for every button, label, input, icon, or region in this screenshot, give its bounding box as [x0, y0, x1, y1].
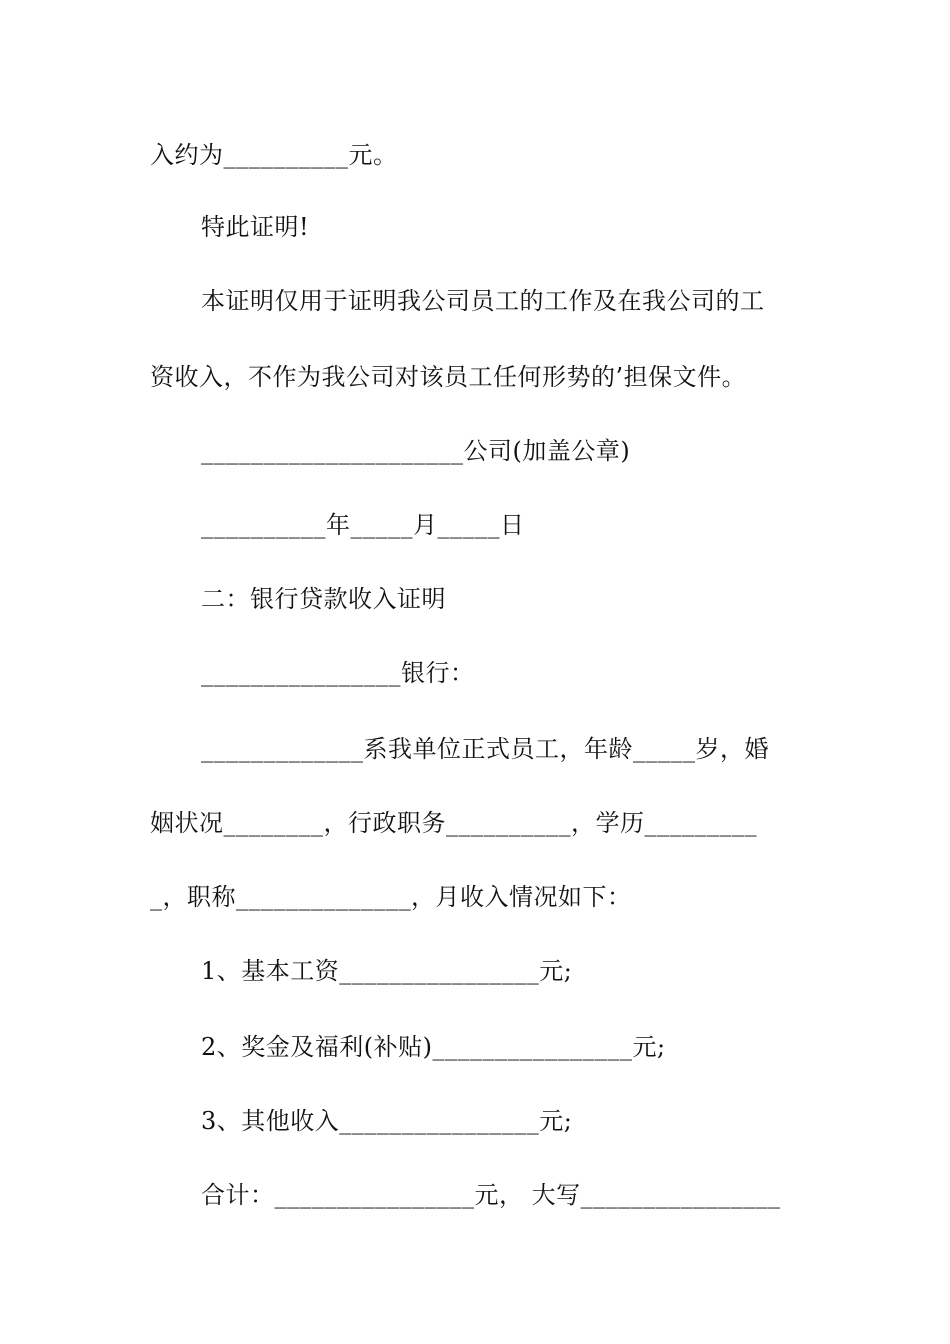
income-item-bonus-benefits: 2、奖金及福利(补贴)________________元;: [201, 1033, 666, 1061]
company-seal-line: _____________________公司(加盖公章): [201, 437, 631, 465]
paragraph-purpose-line-1: 本证明仅用于证明我公司员工的工作及在我公司的工: [201, 287, 765, 315]
income-item-other: 3、其他收入________________元;: [201, 1107, 573, 1135]
paragraph-income-amount: 入约为__________元。: [150, 141, 398, 169]
bank-addressee-line: ________________银行：: [201, 659, 475, 687]
section-heading-bank-loan: 二：银行贷款收入证明: [201, 585, 446, 613]
paragraph-hereby-certify: 特此证明!: [201, 213, 310, 241]
income-total-line: 合计：________________元， 大写________________: [201, 1181, 781, 1209]
employee-info-line-2: 姻状况________，行政职务__________，学历_________: [150, 809, 757, 837]
income-item-basic-salary: 1、基本工资________________元;: [201, 957, 573, 985]
employee-info-line-3: _，职称______________，月收入情况如下：: [150, 883, 632, 911]
employee-info-line-1: _____________系我单位正式员工，年龄_____岁，婚: [201, 735, 769, 763]
date-line: __________年_____月_____日: [201, 511, 525, 539]
paragraph-purpose-line-2: 资收入，不作为我公司对该员工任何形势的’担保文件。: [150, 363, 747, 391]
